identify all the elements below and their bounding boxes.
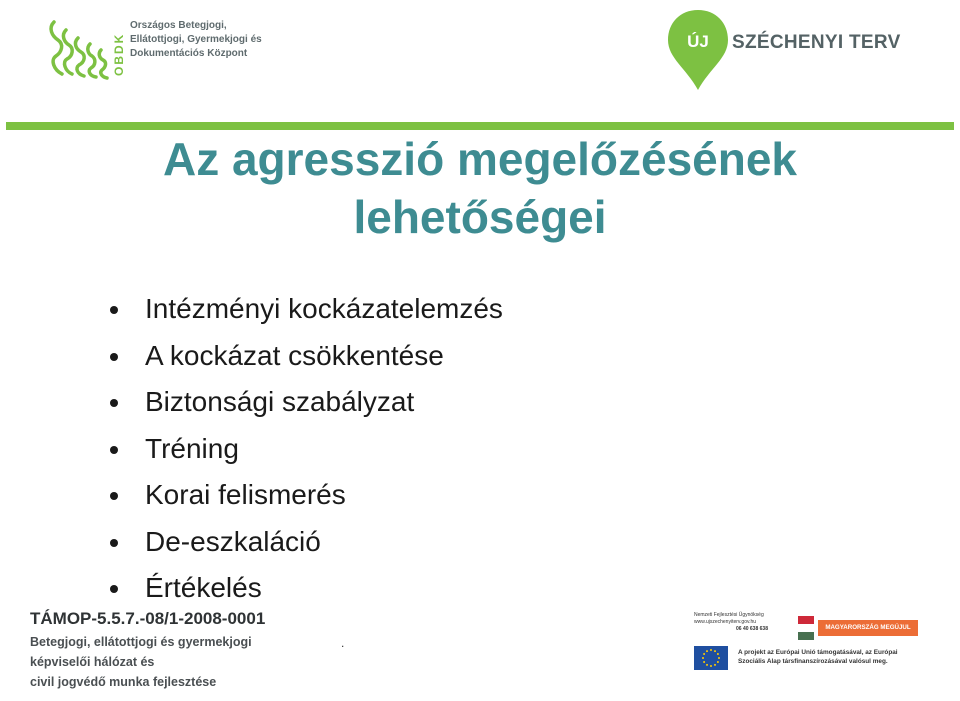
obdk-name-line: Országos Betegjogi, [130, 20, 227, 31]
obdk-emblem-icon [46, 16, 112, 80]
tamop-project-info [30, 607, 330, 692]
bullet-item: Korai felismerés [106, 472, 503, 519]
obdk-logo [46, 14, 266, 84]
obdk-name [130, 19, 270, 61]
bullet-item: Értékelés [106, 565, 503, 612]
slide-title-line: lehetőségei [353, 191, 607, 243]
tamop-description-line: Betegjogi, ellátottjogi és gyermekjogi [30, 635, 252, 649]
svg-text:OBDK: OBDK [112, 32, 126, 76]
eu-funding-line: Szociális Alap társfinanszírozásával valósul meg. [738, 658, 888, 665]
header-divider [6, 122, 954, 130]
eu-funding-text [738, 648, 898, 666]
obdk-abbreviation [112, 18, 126, 78]
bullet-list [106, 286, 503, 612]
footer-dot: . [341, 636, 345, 650]
szechenyi-pin-label: ÚJ [687, 32, 709, 51]
obdk-name-line: Ellátottjogi, Gyermekjogi és [130, 34, 262, 45]
szechenyi-terv-logo [664, 6, 934, 92]
slide-title-line: Az agresszió megelőzésének [162, 133, 798, 185]
eu-flag-icon [694, 646, 728, 670]
bullet-item: De-eszkaláció [106, 519, 503, 566]
bullet-item: Tréning [106, 426, 503, 473]
agency-line: www.ujszechenyiterv.gov.hu [694, 619, 757, 625]
agency-line: Nemzeti Fejlesztési Ügynökség [694, 612, 764, 618]
agency-info [694, 612, 768, 633]
bullet-item: Intézményi kockázatelemzés [106, 286, 503, 333]
bullet-item: Biztonsági szabályzat [106, 379, 503, 426]
agency-phone: 06 40 638 638 [736, 626, 768, 632]
tamop-code: TÁMOP-5.5.7.-08/1-2008-0001 [30, 609, 266, 628]
bullet-item: A kockázat csökkentése [106, 333, 503, 380]
tamop-description [30, 632, 330, 692]
slide-title [40, 130, 920, 246]
szechenyi-terv-name: SZÉCHENYI TERV [732, 32, 901, 53]
tamop-description-line: képviselői hálózat és [30, 655, 155, 669]
obdk-name-line: Dokumentációs Központ [130, 48, 248, 59]
funding-info [688, 606, 932, 682]
eu-funding-line: A projekt az Európai Unió támogatásával, az Európai [738, 649, 898, 656]
hungarian-flag-icon [798, 616, 814, 640]
tamop-description-line: civil jogvédő munka fejlesztése [30, 675, 217, 689]
magyarorszag-megujul-badge: MAGYARORSZÁG MEGÚJUL [818, 620, 918, 636]
